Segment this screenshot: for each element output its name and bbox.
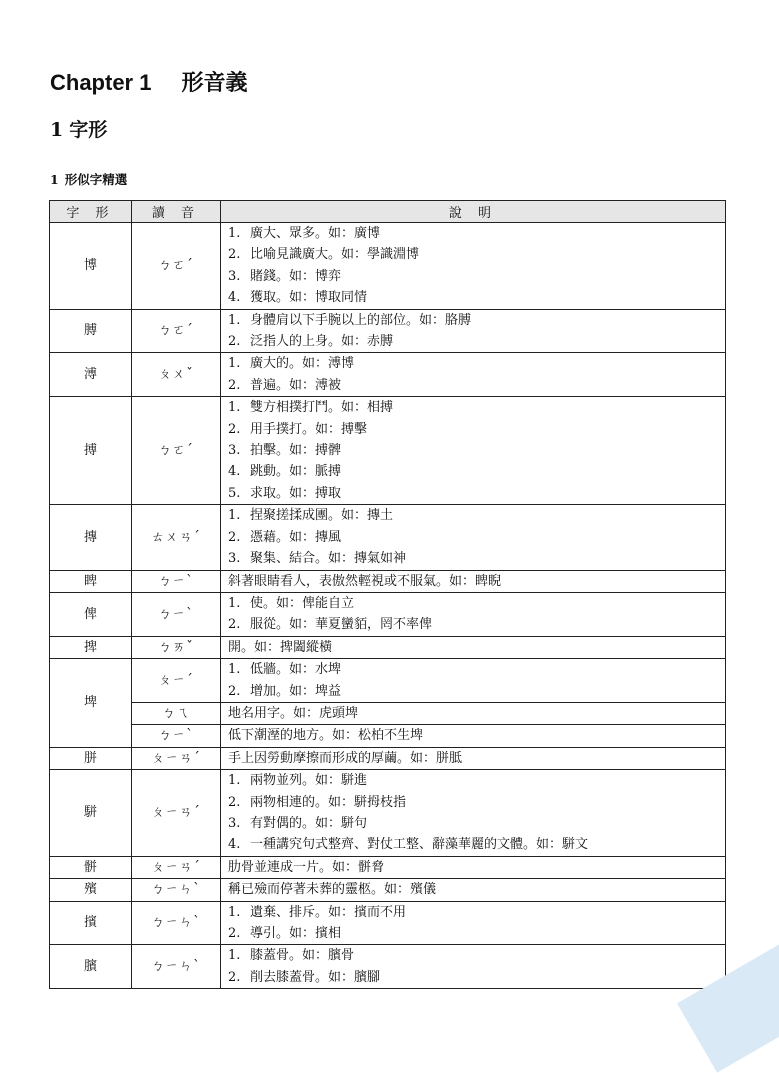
item-text: 聚集、結合。如：摶氣如神 [250,551,407,567]
explanation-line [228,813,725,834]
item-text: 地名用字。如：虎頭埤 [228,705,359,721]
explanation-cell [221,856,726,878]
explanation-line [228,748,725,769]
section-heading [50,115,107,142]
item-number: 2. [228,794,241,810]
explanation-line [228,614,725,635]
item-text: 有對偶的。如：駢句 [250,815,368,831]
header-pronunciation: 讀 音 [132,201,221,223]
explanation-line [228,923,725,944]
explanation-line [228,879,725,900]
zhuyin-cell: ㄊㄨㄢˊ [132,505,221,570]
item-text: 普遍。如：溥被 [250,377,342,393]
explanation-cell [221,397,726,505]
item-text: 斜著眼睛看人，表傲然輕視或不服氣。如：睥睨 [228,573,502,589]
zhuyin-cell: ㄆㄧㄢˊ [132,747,221,769]
table-row [50,702,726,724]
item-text: 憑藉。如：摶風 [250,529,342,545]
table-row [50,856,726,878]
item-text: 廣大、眾多。如：廣博 [250,226,381,241]
explanation-line [228,287,725,308]
item-text: 服從。如：華夏蠻貊，罔不率俾 [250,617,433,633]
zhuyin-cell: ㄅㄧˋ [132,725,221,747]
item-text: 一種講究句式整齊、對仗工整、辭藻華麗的文體。如：駢文 [250,837,589,853]
table-row [50,309,726,353]
item-number: 1. [228,400,241,416]
zhuyin-cell: ㄆㄧˊ [132,659,221,703]
zhuyin-cell: ㄅㄧˋ [132,592,221,636]
zhuyin-cell: ㄅㄟ [132,702,221,724]
explanation-line [228,681,725,702]
explanation-line [228,375,725,396]
explanation-line [228,419,725,440]
explanation-line [228,945,725,966]
explanation-line [228,571,725,592]
item-text: 捏聚搓揉成團。如：摶土 [250,508,394,524]
explanation-line [228,725,725,746]
explanation-cell [221,770,726,857]
explanation-line [228,223,725,244]
explanation-line [228,244,725,265]
item-number: 2. [228,683,241,699]
item-text: 廣大的。如：溥博 [250,356,355,372]
item-text: 比喻見識廣大。如：學識淵博 [250,247,420,263]
explanation-line [228,397,725,418]
item-number: 1. [228,508,241,524]
item-text: 兩物並列。如：駢進 [250,773,368,789]
table-row [50,353,726,397]
item-text: 低牆。如：水埤 [250,662,342,678]
explanation-line [228,593,725,614]
table-row [50,592,726,636]
zhuyin-cell: ㄅㄧㄣˋ [132,879,221,901]
item-number: 2. [228,377,241,393]
zhuyin-cell: ㄅㄧㄣˋ [132,901,221,945]
zhuyin-cell: ㄆㄨˇ [132,353,221,397]
explanation-cell [221,636,726,658]
table-row [50,747,726,769]
item-number: 1. [228,226,241,241]
item-number: 3. [228,551,241,567]
item-text: 開。如：捭闔縱橫 [228,639,333,655]
explanation-line [228,792,725,813]
explanation-line [228,505,725,526]
char-cell: 殯 [50,879,132,901]
explanation-line [228,659,725,680]
char-cell: 臏 [50,945,132,989]
table-row [50,397,726,505]
explanation-cell [221,747,726,769]
section-number: 1 [50,119,64,141]
item-text: 膝蓋骨。如：臏骨 [250,948,355,964]
item-text: 泛指人的上身。如：赤膊 [250,334,394,350]
zhuyin-cell: ㄅㄧㄣˋ [132,945,221,989]
item-text: 稱已殮而停著未葬的靈柩。如：殯儀 [228,882,437,898]
item-number: 2. [228,529,241,545]
char-cell: 擯 [50,901,132,945]
item-text: 身體肩以下手腕以上的部位。如：胳膊 [250,312,472,328]
char-cell: 搏 [50,397,132,505]
explanation-line [228,967,725,988]
table-body [50,223,726,989]
table-row [50,725,726,747]
zhuyin-cell: ㄅㄛˊ [132,223,221,310]
similar-characters-table [49,200,726,989]
explanation-line [228,637,725,658]
explanation-cell [221,945,726,989]
subsection-number: 1 [50,172,59,187]
explanation-cell [221,223,726,310]
item-text: 低下潮溼的地方。如：松柏不生埤 [228,728,424,744]
item-number: 1. [228,356,241,372]
zhuyin-cell: ㄆㄧㄢˊ [132,770,221,857]
table-row [50,659,726,703]
table-row [50,505,726,570]
zhuyin-cell: ㄅㄛˊ [132,397,221,505]
item-number: 3. [228,815,241,831]
explanation-line [228,266,725,287]
zhuyin-cell: ㄅㄞˇ [132,636,221,658]
item-number: 1. [228,662,241,678]
explanation-cell [221,353,726,397]
explanation-line [228,857,725,878]
item-text: 使。如：俾能自立 [250,595,355,611]
header-explanation: 說 明 [221,201,726,223]
char-cell: 捭 [50,636,132,658]
explanation-line [228,331,725,352]
table-row [50,636,726,658]
item-number: 1. [228,904,241,920]
item-number: 2. [228,617,241,633]
table-row [50,901,726,945]
item-text: 賭錢。如：博弈 [250,268,342,284]
item-number: 2. [228,421,241,437]
item-number: 1. [228,312,241,328]
explanation-line [228,703,725,724]
table-row [50,770,726,857]
table-header-row [50,201,726,223]
item-number: 1. [228,773,241,789]
item-number: 2. [228,247,241,263]
char-cell: 摶 [50,505,132,570]
item-text: 跳動。如：脈搏 [250,464,342,480]
zhuyin-cell: ㄆㄧㄢˊ [132,856,221,878]
item-text: 求取。如：搏取 [250,485,342,501]
item-text: 導引。如：擯相 [250,926,342,941]
item-text: 用手撲打。如：搏擊 [250,421,368,437]
item-text: 肋骨並連成一片。如：骿脅 [228,859,385,875]
explanation-cell [221,879,726,901]
item-number: 1. [228,948,241,964]
item-number: 3. [228,268,241,284]
explanation-line [228,440,725,461]
table-row [50,879,726,901]
item-text: 兩物相連的。如：駢拇枝指 [250,794,407,810]
table-row [50,223,726,310]
explanation-line [228,527,725,548]
explanation-line [228,310,725,331]
chapter-heading [50,66,248,97]
item-number: 4. [228,464,241,480]
item-text: 增加。如：埤益 [250,683,342,699]
chapter-number: Chapter 1 [50,70,152,95]
explanation-cell [221,725,726,747]
explanation-line [228,548,725,569]
explanation-cell [221,901,726,945]
item-text: 手上因勞動摩擦而形成的厚繭。如：胼胝 [228,750,463,766]
item-number: 2. [228,969,241,985]
char-cell: 膊 [50,309,132,353]
char-cell: 博 [50,223,132,310]
item-text: 雙方相撲打鬥。如：相搏 [250,400,394,416]
explanation-line [228,483,725,504]
explanation-cell [221,592,726,636]
header-char: 字 形 [50,201,132,223]
char-cell: 駢 [50,770,132,857]
char-cell: 俾 [50,592,132,636]
item-number: 4. [228,290,241,306]
explanation-cell [221,505,726,570]
item-number: 2. [228,926,241,941]
explanation-line [228,461,725,482]
explanation-cell [221,570,726,592]
item-number: 5. [228,485,241,501]
explanation-cell [221,309,726,353]
item-number: 1. [228,595,241,611]
subsection-heading [50,170,127,188]
char-cell: 胼 [50,747,132,769]
char-cell: 睥 [50,570,132,592]
subsection-title: 形似字精選 [64,172,128,187]
chapter-title: 形音義 [181,71,248,96]
explanation-cell [221,659,726,703]
section-title: 字形 [69,119,108,141]
explanation-line [228,902,725,923]
item-text: 獲取。如：博取同情 [250,290,368,306]
explanation-cell [221,702,726,724]
zhuyin-cell: ㄅㄛˊ [132,309,221,353]
char-cell: 埤 [50,659,132,748]
item-number: 4. [228,837,241,853]
item-text: 削去膝蓋骨。如：臏腳 [250,969,381,985]
table-row [50,570,726,592]
explanation-line [228,353,725,374]
char-cell: 溥 [50,353,132,397]
explanation-line [228,770,725,791]
item-number: 3. [228,443,241,459]
item-text: 遺棄、排斥。如：擯而不用 [250,904,407,920]
table-row [50,945,726,989]
explanation-line [228,834,725,855]
zhuyin-cell: ㄅㄧˋ [132,570,221,592]
char-cell: 骿 [50,856,132,878]
item-number: 2. [228,334,241,350]
item-text: 拍擊。如：搏髀 [250,443,342,459]
